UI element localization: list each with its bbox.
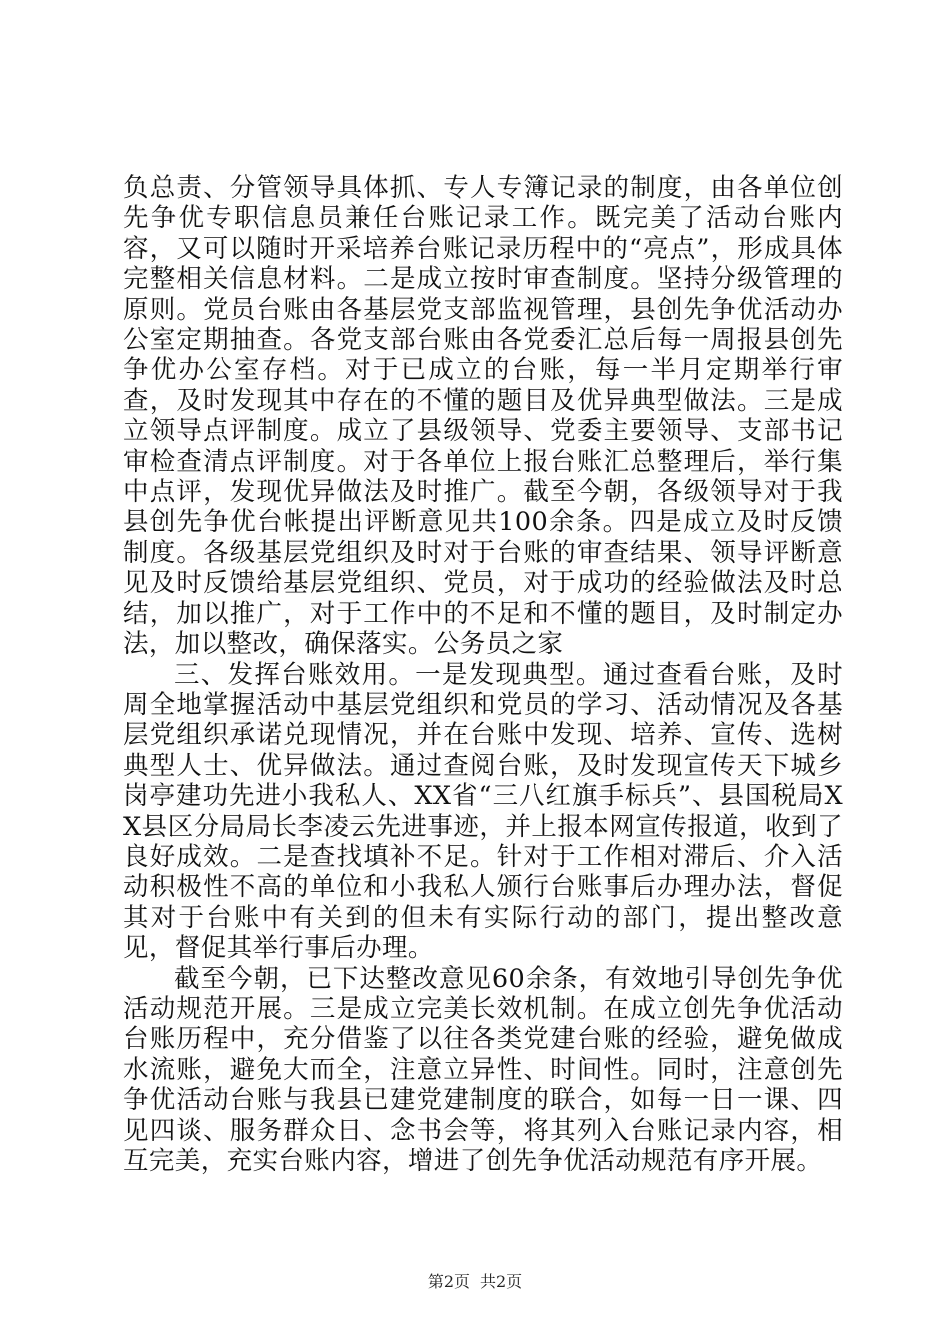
page-number-current: 第2页 bbox=[427, 1272, 470, 1291]
paragraph-2: 三、发挥台账效用。一是发现典型。通过查看台账，及时周全地掌握活动中基层党组织和党员的学习、活动情况及各基层党组织承诺兑现情况，并在台账中发现、培养、宣传、选树典型人士、优异做法。通过查阅台账，及时发现宣传天下城乡岗亭建功先进小我私人、XX省“三八红旗手标兵”、县国税局XX县区分局局长李凌云先进事迹，并上报本网宣传报道，收到了良好成效。二是查找填补不足。针对于工作相对滞后、介入活动积极性不高的单位和小我私人颁行台账事后办理办法，督促其对于台账中有关到的但未有实际行动的部门，提出整改意见，督促其举行事后办理。 bbox=[123, 659, 843, 964]
paragraph-1: 负总责、分管领导具体抓、专人专簿记录的制度，由各单位创先争优专职信息员兼任台账记录工作。既完美了活动台账内容，又可以随时开采培养台账记录历程中的“亮点”，形成具体完整相关信息材料。二是成立按时审查制度。坚持分级管理的原则。党员台账由各基层党支部监视管理，县创先争优活动办公室定期抽查。各党支部台账由各党委汇总后每一周报县创先争优办公室存档。对于已成立的台账，每一半月定期举行审查，及时发现其中存在的不懂的题目及优异典型做法。三是成立领导点评制度。成立了县级领导、党委主要领导、支部书记审检查清点评制度。对于各单位上报台账汇总整理后，举行集中点评，发现优异做法及时推广。截至今朝，各级领导对于我县创先争优台帐提出评断意见共100余条。四是成立及时反馈制度。各级基层党组织及时对于台账的审查结果、领导评断意见及时反馈给基层党组织、党员，对于成功的经验做法及时总结，加以推广，对于工作中的不足和不懂的题目，及时制定办法，加以整改，确保落实。公务员之家 bbox=[123, 173, 843, 660]
page-number-total: 共2页 bbox=[480, 1272, 523, 1291]
page-footer bbox=[0, 1269, 950, 1292]
document-body bbox=[123, 173, 843, 1176]
paragraph-3: 截至今朝，已下达整改意见60余条，有效地引导创先争优活动规范开展。三是成立完美长效机制。在成立创先争优活动台账历程中，充分借鉴了以往各类党建台账的经验，避免做成水流账，避免大而全，注意立异性、时间性。同时，注意创先争优活动台账与我县已建党建制度的联合，如每一日一课、四见四谈、服务群众日、念书会等，将其列入台账记录内容，相互完美，充实台账内容，增进了创先争优活动规范有序开展。 bbox=[123, 963, 843, 1176]
